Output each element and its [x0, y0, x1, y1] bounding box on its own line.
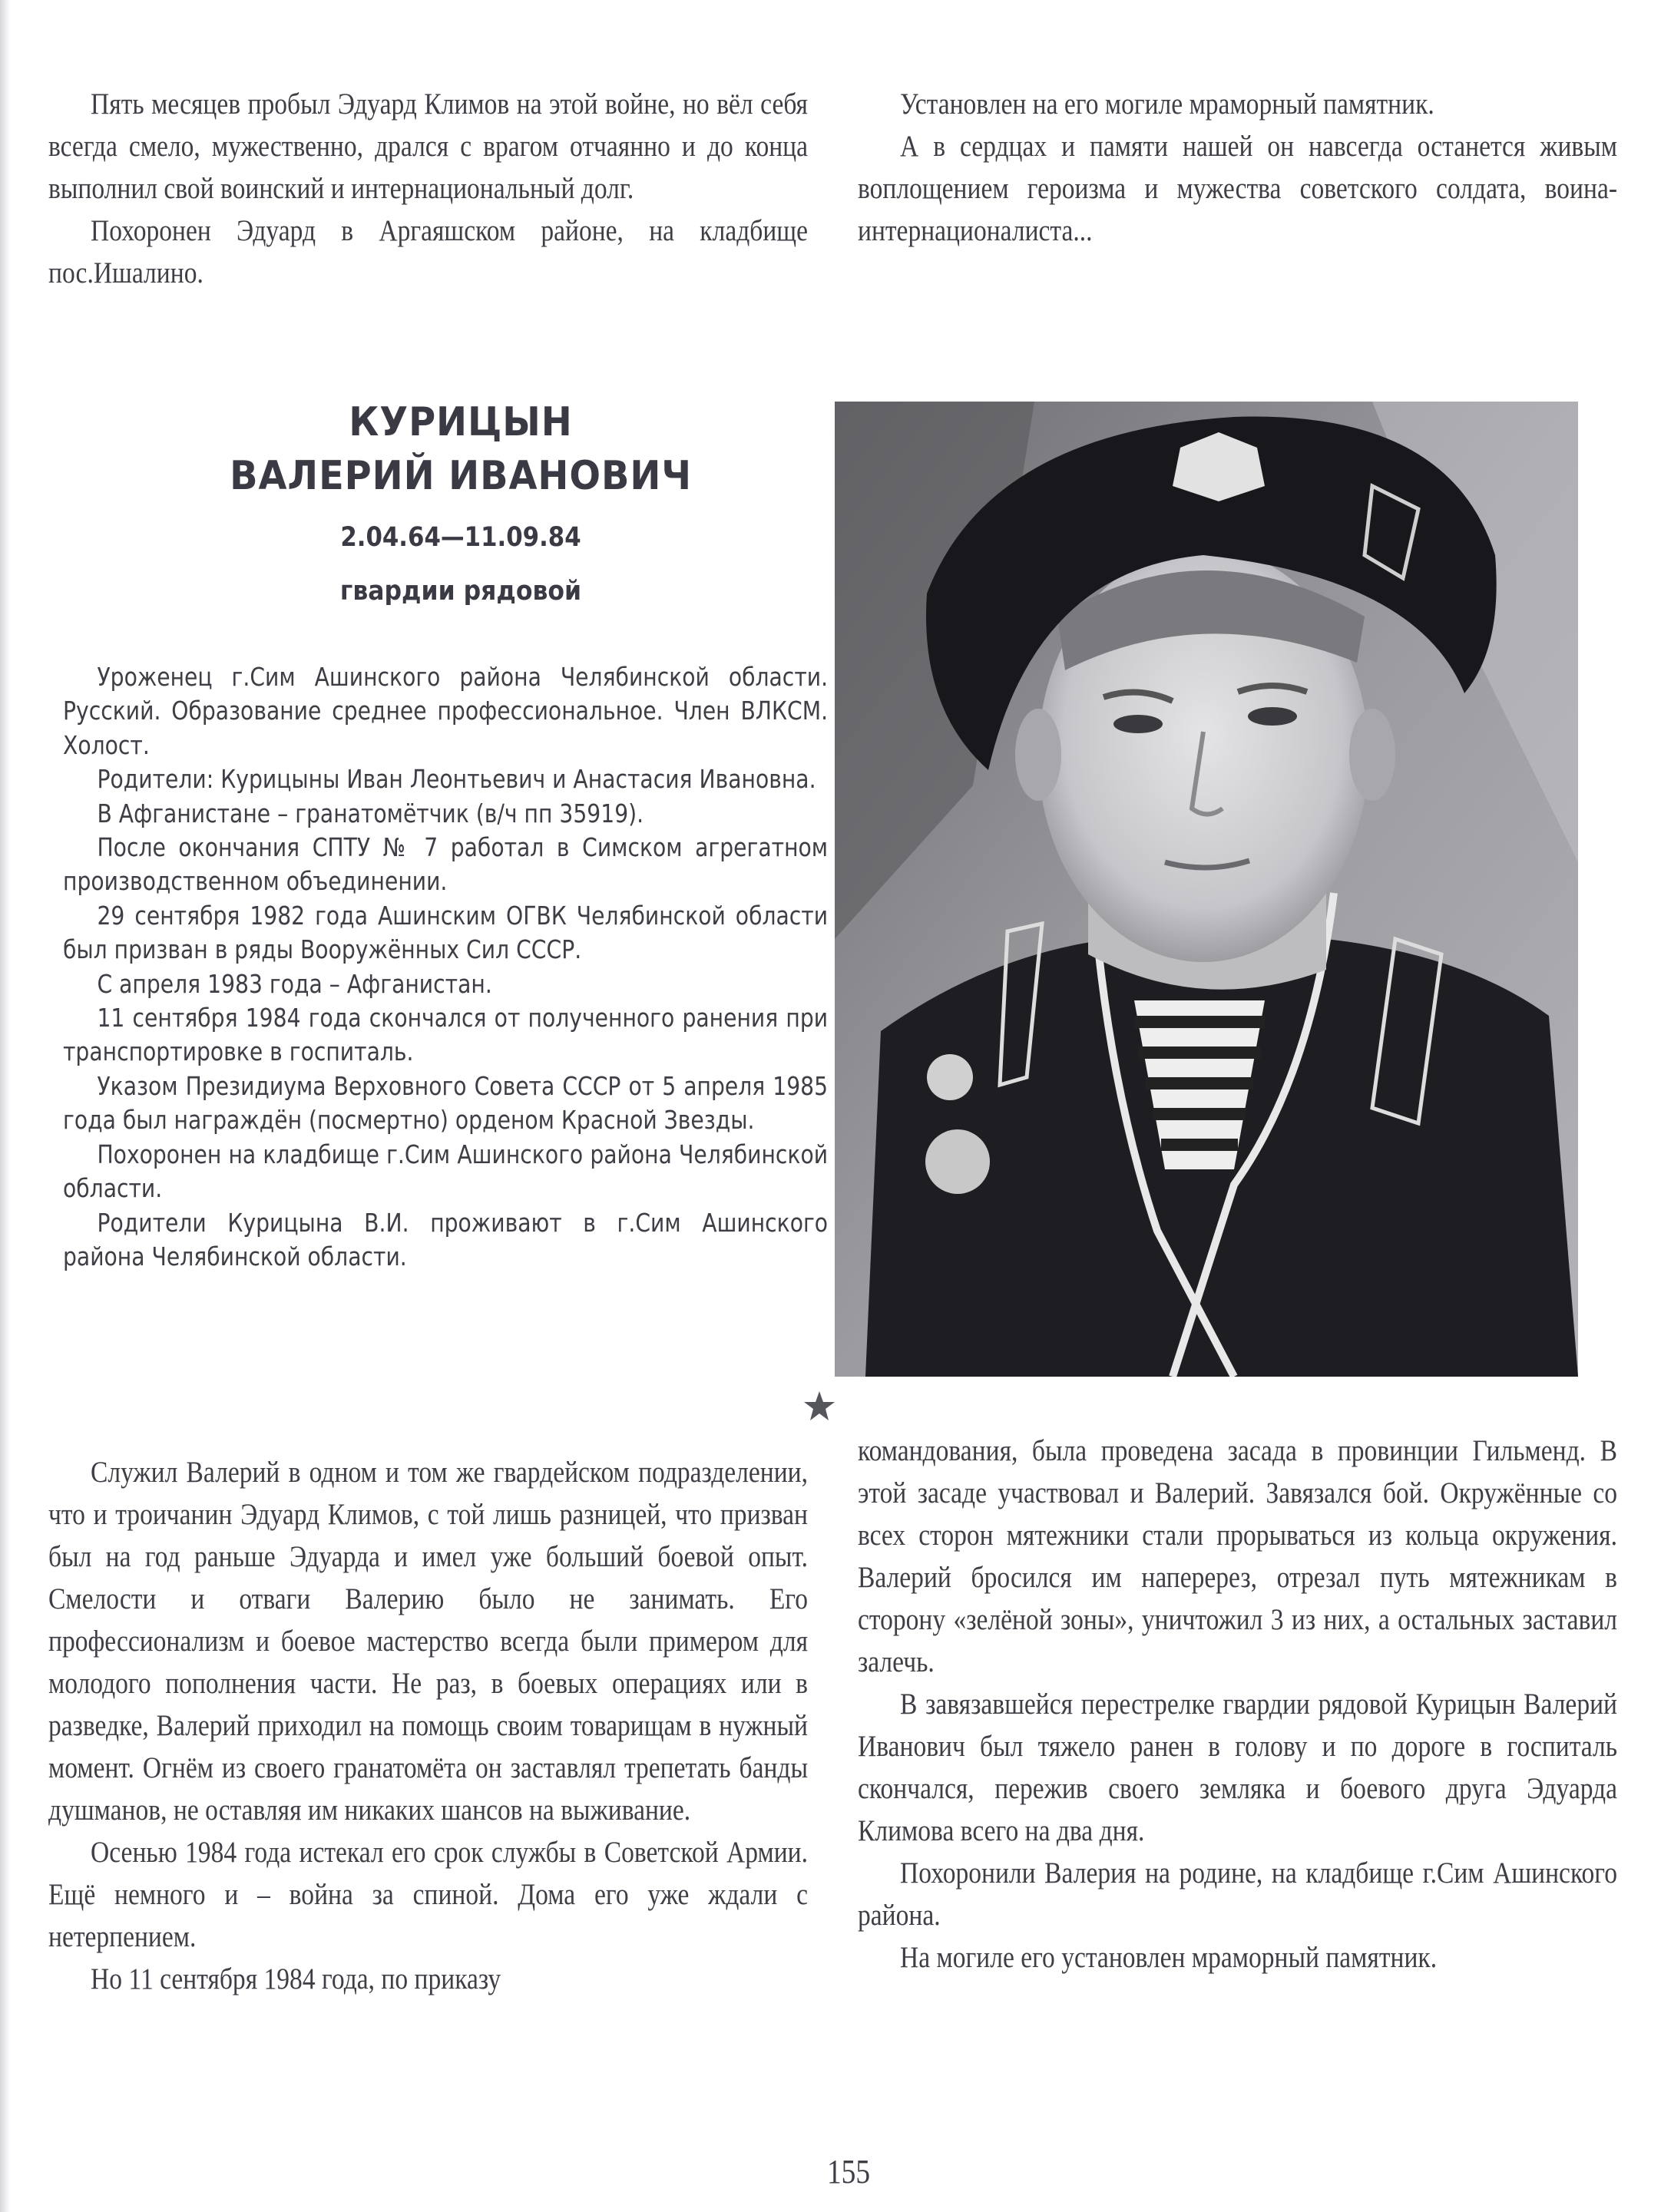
- bio-paragraph: Указом Президиума Верховного Совета СССР от 5 апреля 1985 года был награждён (посмертно) орденом Красной Звезды.: [63, 1070, 829, 1136]
- story-paragraph-continuation: командования, была проведена засада в провинции Гильменд. В этой засаде участвовал и Валерий. Завязался бой. Окружённые со всех сторон мятежники стали прорываться из кольца окружения. Валерий бросился им наперерез, отрезал путь мятежникам в сторону «зелёной зоны», уничтожил 3 из них, а остальных заставил залечь.: [858, 1434, 1617, 1678]
- portrait-photo: [835, 402, 1578, 1377]
- story-paragraph: Похоронили Валерия на родине, на кладбище г.Сим Ашинского района.: [858, 1857, 1617, 1932]
- paragraph: А в сердцах и памяти нашей он навсегда останется живым воплощением героизма и мужества советского солдата, воина-интернационалиста...: [858, 130, 1617, 247]
- bio-paragraph: Родители: Курицыны Иван Леонтьевич и Анастасия Ивановна.: [97, 764, 816, 795]
- story-left-column: [48, 1451, 808, 2000]
- bio-paragraph: В Афганистане – гранатомётчик (в/ч пп 35919).: [97, 798, 644, 828]
- story-paragraph: В завязавшейся перестрелке гвардии рядовой Курицын Валерий Иванович был тяжело ранен в голову и по дороге в госпиталь скончался, пережив своего земляка и боевого друга Эдуарда Климова всего на два дня.: [858, 1688, 1617, 1847]
- military-rank: гвардии рядовой: [339, 576, 582, 607]
- bio-paragraph: 29 сентября 1982 года Ашинским ОГВК Челябинской области был призван в ряды Вооружённых Сил СССР.: [63, 900, 829, 965]
- bio-paragraph: С апреля 1983 года – Афганистан.: [97, 968, 492, 999]
- paragraph: Пять месяцев пробыл Эдуард Климов на этой войне, но вёл себя всегда смело, мужественно, дрался с врагом отчаянно и до конца выполнил свой воинский и интернациональный долг.: [48, 88, 809, 205]
- star-icon: [804, 1391, 835, 1420]
- medal-badge: [925, 1129, 990, 1194]
- article-surname-heading: КУРИЦЫН: [349, 399, 573, 445]
- story-paragraph: На могиле его установлен мраморный памятник.: [900, 1941, 1438, 1974]
- bio-paragraph: После окончания СПТУ № 7 работал в Симском агрегатном производственном объединении.: [63, 832, 829, 897]
- story-paragraph: Служил Валерий в одном и том же гвардейском подразделении, что и троичанин Эдуард Климов, с той лишь разницей, что призван был на год раньше Эдуарда и имел уже больший боевой опыт. Смелости и отваги Валерию было не занимать. Его профессионализм и боевое мастерство всегда были примером для молодого пополнения части. Не раз, в боевых операциях или в разведке, Валерий приходил на помощь своим товарищам в нужный момент. Огнём из своего гранатомёта он заставлял трепетать банды душманов, не оставляя им никаких шансов на выживание.: [48, 1456, 809, 1827]
- previous-article-right-column: [858, 83, 1617, 252]
- bio-paragraph: Родители Курицына В.И. проживают в г.Сим Ашинского района Челябинской области.: [63, 1207, 829, 1271]
- paragraph: Установлен на его могиле мраморный памятник.: [900, 88, 1434, 121]
- paragraph: Похоронен Эдуард в Аргаяшском районе, на кладбище пос.Ишалино.: [48, 214, 809, 289]
- story-paragraph: Но 11 сентября 1984 года, по приказу: [91, 1962, 501, 1995]
- portrait-illustration: [835, 402, 1578, 1377]
- page-number: 155: [826, 2153, 871, 2191]
- story-right-column: [858, 1430, 1617, 1979]
- biography-block: [63, 660, 828, 1274]
- medal-badge: [927, 1054, 973, 1100]
- article-name-heading: ВАЛЕРИЙ ИВАНОВИЧ: [230, 453, 692, 499]
- bio-paragraph: Похоронен на кладбище г.Сим Ашинского района Челябинской области.: [63, 1139, 829, 1204]
- previous-article-left-column: [48, 83, 808, 294]
- page-edge-shadow: [0, 0, 11, 2212]
- life-dates: 2.04.64—11.09.84: [340, 522, 581, 553]
- story-paragraph: Осенью 1984 года истекал его срок службы в Советской Армии. Ещё немного и – война за спиной. Дома его уже ждали с нетерпением.: [48, 1836, 809, 1953]
- bio-paragraph: Уроженец г.Сим Ашинского района Челябинской области. Русский. Образование среднее профессиональное. Член ВЛКСМ. Холост.: [63, 662, 829, 760]
- bio-paragraph: 11 сентября 1984 года скончался от полученного ранения при транспортировке в госпиталь.: [63, 1003, 829, 1067]
